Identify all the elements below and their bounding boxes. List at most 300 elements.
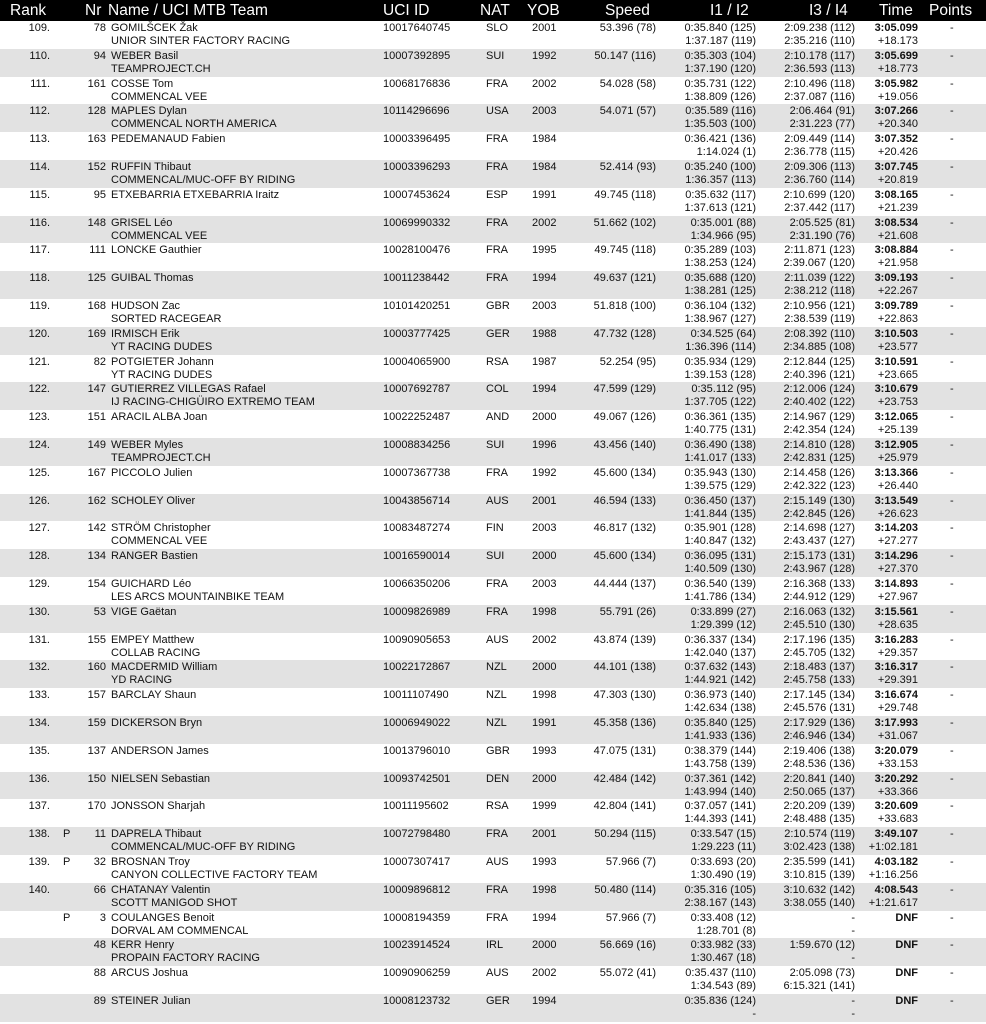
rank-cell: 116. <box>29 216 50 229</box>
split-i1: 0:36.973 (140) <box>684 689 756 702</box>
time-gap: +22.863 <box>877 312 918 325</box>
speed-value: 45.600 (134) <box>593 550 656 563</box>
points-value: - <box>950 577 954 590</box>
split-i2: 2:38.167 (143) <box>684 896 756 909</box>
rider-name: PICCOLO Julien <box>111 466 193 479</box>
time-gap: +21.608 <box>877 229 918 242</box>
speed-value: 49.745 (118) <box>594 188 656 201</box>
table-row <box>0 21 986 49</box>
speed-value: 55.791 (26) <box>599 605 656 618</box>
finish-time: 3:09.193 <box>874 272 918 285</box>
time-gap: +28.635 <box>877 618 918 631</box>
split-i1: 0:36.095 (131) <box>684 550 756 563</box>
nationality: FRA <box>486 272 508 285</box>
bib-number: 88 <box>93 967 106 980</box>
split-i3: 2:05.098 (73) <box>789 967 855 980</box>
team-name: UNIOR SINTER FACTORY RACING <box>111 35 291 47</box>
time-gap: +33.153 <box>877 757 918 770</box>
rank-cell: 133. <box>28 689 50 702</box>
table-row <box>0 132 986 160</box>
rider-name: WEBER Myles <box>111 438 184 451</box>
finish-time: 3:07.352 <box>874 133 918 146</box>
nationality: FRA <box>486 160 508 173</box>
uci-id: 10003777425 <box>383 327 451 340</box>
year-of-birth: 2003 <box>532 105 557 118</box>
split-i3: 2:10.956 (121) <box>783 299 855 312</box>
time-gap: +1:21.617 <box>868 896 918 909</box>
nationality: AUS <box>486 633 509 646</box>
nationality: GBR <box>486 744 510 757</box>
table-row <box>0 382 986 410</box>
split-i2: 1:37.190 (120) <box>684 62 756 75</box>
table-row <box>0 104 986 132</box>
split-i3: 2:14.810 (128) <box>783 438 855 451</box>
split-i3: 2:35.599 (141) <box>783 855 855 868</box>
uci-id: 10069990332 <box>383 216 451 229</box>
split-i4: 2:40.402 (122) <box>783 396 855 409</box>
time-gap: +22.267 <box>877 285 918 298</box>
split-i3: 2:17.145 (134) <box>783 689 855 702</box>
split-i4: 2:38.539 (119) <box>784 312 855 325</box>
finish-time: 3:16.317 <box>874 661 918 674</box>
split-i3: 2:20.209 (139) <box>783 800 855 813</box>
table-row <box>0 633 986 661</box>
rank-cell: 110. <box>29 49 50 62</box>
team-name: COMMENCAL VEE <box>111 90 208 103</box>
table-row <box>0 855 986 883</box>
header-yob: YOB <box>527 2 560 19</box>
finish-time: 3:12.065 <box>874 411 918 424</box>
speed-value: 46.594 (133) <box>593 494 656 507</box>
table-row <box>0 744 986 772</box>
rider-name: RANGER Bastien <box>111 550 198 563</box>
split-i2: 1:38.281 (125) <box>684 285 756 298</box>
rank-cell: 128. <box>28 550 50 563</box>
bib-number: 66 <box>93 883 106 896</box>
rider-name: STEINER Julian <box>111 994 191 1007</box>
year-of-birth: 2000 <box>532 550 557 563</box>
year-of-birth: 1992 <box>532 466 557 479</box>
speed-value: 54.071 (57) <box>599 105 656 118</box>
team-name: COMMENCAL/MUC-OFF BY RIDING <box>111 841 296 854</box>
table-row <box>0 49 986 77</box>
split-i3: 2:15.149 (130) <box>783 494 855 507</box>
split-i2: 1:41.017 (133) <box>684 451 756 464</box>
finish-time: 3:13.549 <box>874 494 918 507</box>
split-i4: 2:36.760 (114) <box>784 173 855 186</box>
finish-time: 3:20.292 <box>874 772 918 785</box>
split-i2: 1:38.253 (124) <box>684 257 756 270</box>
points-value: - <box>950 828 954 841</box>
split-i2: 1:37.187 (119) <box>685 35 756 47</box>
uci-id: 10007692787 <box>383 383 451 396</box>
rider-name: GUIBAL Thomas <box>111 272 194 285</box>
header-i3-i4: I3 / I4 <box>809 2 848 19</box>
team-name: COMMENCAL NORTH AMERICA <box>111 118 277 131</box>
rank-cell: 134. <box>28 716 50 729</box>
points-value: - <box>950 188 954 201</box>
uci-id: 10009896812 <box>383 883 451 896</box>
year-of-birth: 2003 <box>532 577 557 590</box>
bib-number: 170 <box>87 800 106 813</box>
year-of-birth: 1994 <box>532 994 557 1007</box>
speed-value: 47.732 (128) <box>593 327 656 340</box>
time-gap: +27.967 <box>877 590 918 603</box>
points-value: - <box>950 633 954 646</box>
split-i3: 2:06.464 (91) <box>789 105 855 118</box>
points-value: - <box>950 105 954 118</box>
split-i4: 2:48.488 (135) <box>783 813 855 826</box>
split-i2: 1:42.040 (137) <box>684 646 756 659</box>
finish-time: 3:05.099 <box>874 22 918 34</box>
speed-value: 53.396 (78) <box>599 22 656 34</box>
year-of-birth: 2002 <box>532 967 557 980</box>
speed-value: 47.599 (129) <box>593 383 656 396</box>
rank-cell: 138. <box>28 828 50 841</box>
speed-value: 44.444 (137) <box>593 577 656 590</box>
finish-time: 3:16.674 <box>874 689 918 702</box>
year-of-birth: 1991 <box>532 188 557 201</box>
uci-id: 10114296696 <box>383 105 450 118</box>
split-i1: 0:37.361 (142) <box>684 772 756 785</box>
year-of-birth: 2002 <box>532 633 557 646</box>
split-i2: 1:30.467 (18) <box>690 952 756 965</box>
year-of-birth: 2002 <box>532 216 557 229</box>
points-value: - <box>950 160 954 173</box>
rank-cell: 139. <box>28 855 50 868</box>
team-name: COMMENCAL/MUC-OFF BY RIDING <box>111 173 296 186</box>
rank-cell: 115. <box>29 188 50 201</box>
split-i4: - <box>851 924 855 937</box>
uci-id: 10003396495 <box>383 133 451 146</box>
penalty-flag: P <box>63 911 71 924</box>
team-name: COLLAB RACING <box>111 646 201 659</box>
split-i2: 1:44.921 (142) <box>684 674 756 687</box>
time-gap: +23.665 <box>877 368 918 381</box>
split-i1: 0:36.104 (132) <box>684 299 756 312</box>
split-i2: 1:39.153 (128) <box>684 368 756 381</box>
bib-number: 78 <box>93 22 106 34</box>
bib-number: 163 <box>87 133 106 146</box>
split-i4: 3:02.423 (138) <box>783 841 855 854</box>
nationality: GER <box>486 994 510 1007</box>
uci-id: 10006949022 <box>383 716 451 729</box>
split-i2: 1:43.758 (139) <box>684 757 756 770</box>
time-gap: +20.340 <box>877 118 918 131</box>
split-i3: 3:10.632 (142) <box>783 883 855 896</box>
header-i1-i2: I1 / I2 <box>710 2 749 19</box>
rider-name: MAPLES Dylan <box>111 105 187 118</box>
table-row <box>0 438 986 466</box>
year-of-birth: 1994 <box>532 383 557 396</box>
table-row <box>0 688 986 716</box>
split-i1: 0:35.303 (104) <box>684 49 756 62</box>
split-i1: 0:35.632 (117) <box>685 188 756 201</box>
bib-number: 32 <box>93 855 106 868</box>
split-i1: 0:36.361 (135) <box>684 411 756 424</box>
nationality: GBR <box>486 299 510 312</box>
split-i2: 1:40.847 (132) <box>684 535 756 548</box>
split-i3: 2:05.525 (81) <box>789 216 855 229</box>
year-of-birth: 2000 <box>532 939 557 952</box>
rank-cell: 132. <box>28 661 50 674</box>
speed-value: 42.804 (141) <box>593 800 656 813</box>
rider-name: NIELSEN Sebastian <box>111 772 211 785</box>
header-uci-id: UCI ID <box>383 2 430 19</box>
team-name: PROPAIN FACTORY RACING <box>111 952 260 965</box>
table-row <box>0 911 986 939</box>
rider-name: COSSE Tom <box>111 77 174 90</box>
rider-name: SCHOLEY Oliver <box>111 494 196 507</box>
penalty-flag: P <box>63 855 71 868</box>
finish-time: 4:08.543 <box>874 883 918 896</box>
split-i3: 2:14.698 (127) <box>783 522 855 535</box>
speed-value: 43.456 (140) <box>593 438 656 451</box>
split-i1: 0:33.408 (12) <box>690 911 756 924</box>
finish-time: 3:15.561 <box>874 605 918 618</box>
split-i1: 0:35.688 (120) <box>684 272 756 285</box>
speed-value: 50.294 (115) <box>594 828 656 841</box>
time-gap: +23.753 <box>877 396 918 409</box>
split-i2: 1:37.705 (122) <box>684 396 756 409</box>
points-value: - <box>950 716 954 729</box>
speed-value: 55.072 (41) <box>599 967 656 980</box>
points-value: - <box>950 855 954 868</box>
split-i4: 3:10.815 (139) <box>783 868 855 881</box>
time-gap: +18.173 <box>877 35 918 47</box>
split-i2: - <box>752 1007 756 1020</box>
rider-name: LONCKE Gauthier <box>111 244 202 257</box>
split-i3: 2:11.039 (122) <box>784 272 855 285</box>
split-i4: 2:37.087 (116) <box>784 90 855 103</box>
uci-id: 10007367738 <box>383 466 451 479</box>
year-of-birth: 1984 <box>532 133 557 146</box>
speed-value: 47.303 (130) <box>593 689 656 702</box>
nationality: FRA <box>486 883 508 896</box>
split-i2: 1:41.844 (135) <box>684 507 756 520</box>
nationality: RSA <box>486 355 509 368</box>
split-i3: 2:10.496 (118) <box>784 77 855 90</box>
uci-id: 10093742501 <box>383 772 451 785</box>
split-i3: 2:11.871 (123) <box>784 244 855 257</box>
table-row <box>0 994 986 1022</box>
nationality: FRA <box>486 244 508 257</box>
nationality: NZL <box>486 661 507 674</box>
speed-value: 50.480 (114) <box>594 883 656 896</box>
rank-cell: 140. <box>28 883 50 896</box>
finish-time: 3:49.107 <box>874 828 918 841</box>
rider-name: WEBER Basil <box>111 49 179 62</box>
split-i3: 2:09.306 (113) <box>784 160 855 173</box>
table-row <box>0 799 986 827</box>
split-i4: 2:43.967 (128) <box>783 563 855 576</box>
nationality: FRA <box>486 828 508 841</box>
points-value: - <box>950 967 954 980</box>
points-value: - <box>950 49 954 62</box>
time-gap: +21.239 <box>877 201 918 214</box>
split-i4: 2:45.705 (132) <box>783 646 855 659</box>
split-i4: 2:42.845 (126) <box>783 507 855 520</box>
year-of-birth: 1994 <box>532 911 557 924</box>
finish-time: DNF <box>895 967 918 980</box>
speed-value: 52.414 (93) <box>599 160 656 173</box>
team-name: YD RACING <box>111 674 173 687</box>
split-i4: 2:45.576 (131) <box>783 702 855 715</box>
team-name: TEAMPROJECT.CH <box>111 62 211 75</box>
split-i1: 0:35.112 (95) <box>691 383 756 396</box>
bib-number: 151 <box>87 411 106 424</box>
rider-name: JONSSON Sharjah <box>111 800 206 813</box>
time-gap: +23.577 <box>877 340 918 353</box>
split-i3: 2:20.841 (140) <box>783 772 855 785</box>
year-of-birth: 1987 <box>532 355 557 368</box>
rider-name: GUTIERREZ VILLEGAS Rafael <box>111 383 266 396</box>
split-i1: 0:33.982 (33) <box>690 939 756 952</box>
split-i4: 2:46.946 (134) <box>783 729 855 742</box>
split-i1: 0:36.421 (136) <box>684 133 756 146</box>
split-i2: 1:38.967 (127) <box>684 312 756 325</box>
nationality: AUS <box>486 494 509 507</box>
bib-number: 148 <box>87 216 106 229</box>
split-i3: 2:16.368 (133) <box>783 577 855 590</box>
speed-value: 49.637 (121) <box>593 272 656 285</box>
header-points: Points <box>929 2 973 19</box>
penalty-flag: P <box>63 828 71 841</box>
table-row <box>0 660 986 688</box>
header-name-team: Name / UCI MTB Team <box>108 2 268 19</box>
year-of-birth: 2000 <box>532 411 557 424</box>
time-gap: +31.067 <box>877 729 918 742</box>
bib-number: 161 <box>87 77 106 90</box>
finish-time: 3:14.296 <box>874 550 918 563</box>
bib-number: 111 <box>89 244 106 257</box>
split-i4: - <box>851 952 855 965</box>
points-value: - <box>950 216 954 229</box>
speed-value: 57.966 (7) <box>605 911 656 924</box>
split-i2: 1:14.024 (1) <box>696 146 756 159</box>
split-i1: 0:35.840 (125) <box>684 716 756 729</box>
finish-time: DNF <box>895 911 918 924</box>
rider-name: BROSNAN Troy <box>111 855 190 868</box>
table-row <box>0 327 986 355</box>
table-row <box>0 188 986 216</box>
split-i1: 0:35.934 (129) <box>684 355 756 368</box>
nationality: FIN <box>486 522 504 535</box>
speed-value: 45.600 (134) <box>593 466 656 479</box>
split-i3: 2:17.929 (136) <box>783 716 855 729</box>
rank-cell: 137. <box>28 800 50 813</box>
split-i4: 2:39.067 (120) <box>783 257 855 270</box>
split-i1: 0:36.450 (137) <box>684 494 756 507</box>
team-name: CANYON COLLECTIVE FACTORY TEAM <box>111 868 318 881</box>
uci-id: 10066350206 <box>383 577 451 590</box>
table-row <box>0 521 986 549</box>
split-i3: 2:08.392 (110) <box>784 327 855 340</box>
split-i2: 1:29.223 (11) <box>691 841 756 854</box>
split-i3: 2:15.173 (131) <box>783 550 855 563</box>
split-i4: 2:42.831 (125) <box>783 451 855 464</box>
uci-id: 10013796010 <box>383 744 451 757</box>
split-i3: 2:10.699 (120) <box>783 188 855 201</box>
points-value: - <box>950 661 954 674</box>
time-gap: +19.056 <box>877 90 918 103</box>
header-rank: Rank <box>10 2 47 19</box>
finish-time: 3:08.884 <box>874 244 918 257</box>
nationality: DEN <box>486 772 510 785</box>
split-i2: 1:35.503 (100) <box>684 118 756 131</box>
rider-name: ARCUS Joshua <box>111 967 189 980</box>
table-row <box>0 271 986 299</box>
rider-name: GOMILŠCEK Žak <box>111 22 198 34</box>
points-value: - <box>950 22 954 34</box>
table-header <box>0 0 986 21</box>
rider-name: CHATANAY Valentin <box>111 883 211 896</box>
nationality: SUI <box>486 550 505 563</box>
table-row <box>0 355 986 383</box>
bib-number: 160 <box>87 661 106 674</box>
nationality: ESP <box>486 188 509 201</box>
split-i3: 2:10.178 (117) <box>784 49 855 62</box>
table-row <box>0 938 986 966</box>
bib-number: 48 <box>93 939 106 952</box>
nationality: SUI <box>486 49 505 62</box>
split-i3: 2:17.196 (135) <box>783 633 855 646</box>
split-i2: 1:29.399 (12) <box>690 618 756 631</box>
time-gap: +29.357 <box>877 646 918 659</box>
uci-id: 10017640745 <box>383 22 451 34</box>
finish-time: 3:09.789 <box>874 299 918 312</box>
points-value: - <box>950 272 954 285</box>
speed-value: 52.254 (95) <box>599 355 656 368</box>
split-i2: 1:39.575 (129) <box>684 479 756 492</box>
team-name: YT RACING DUDES <box>111 368 213 381</box>
split-i1: 0:33.693 (20) <box>690 855 756 868</box>
split-i4: 2:34.885 (108) <box>783 340 855 353</box>
bib-number: 147 <box>87 383 106 396</box>
uci-id: 10008194359 <box>383 911 451 924</box>
split-i1: 0:37.632 (143) <box>684 661 756 674</box>
team-name: COMMENCAL VEE <box>111 535 208 548</box>
bib-number: 125 <box>87 272 106 285</box>
split-i2: 1:28.701 (8) <box>696 924 756 937</box>
split-i4: 2:35.216 (110) <box>784 35 855 47</box>
rider-name: STRÖM Christopher <box>111 522 211 535</box>
year-of-birth: 2003 <box>532 299 557 312</box>
year-of-birth: 1999 <box>532 800 557 813</box>
speed-value: 50.147 (116) <box>594 49 656 62</box>
speed-value: 47.075 (131) <box>593 744 656 757</box>
rank-cell: 113. <box>29 133 50 146</box>
finish-time: 3:16.283 <box>874 633 918 646</box>
uci-id: 10090906259 <box>383 967 451 980</box>
year-of-birth: 1998 <box>532 689 557 702</box>
uci-id: 10003396293 <box>383 160 451 173</box>
year-of-birth: 1991 <box>532 716 557 729</box>
split-i3: - <box>851 994 855 1007</box>
rank-cell: 129. <box>28 577 50 590</box>
nationality: USA <box>486 105 509 118</box>
nationality: FRA <box>486 77 508 90</box>
nationality: FRA <box>486 216 508 229</box>
finish-time: 3:20.609 <box>874 800 918 813</box>
bib-number: 137 <box>87 744 106 757</box>
split-i4: 2:45.510 (130) <box>783 618 855 631</box>
bib-number: 128 <box>87 105 106 118</box>
split-i1: 0:35.316 (105) <box>684 883 756 896</box>
rider-name: ARACIL ALBA Joan <box>111 411 208 424</box>
split-i2: 1:30.490 (19) <box>690 868 756 881</box>
bib-number: 167 <box>87 466 106 479</box>
